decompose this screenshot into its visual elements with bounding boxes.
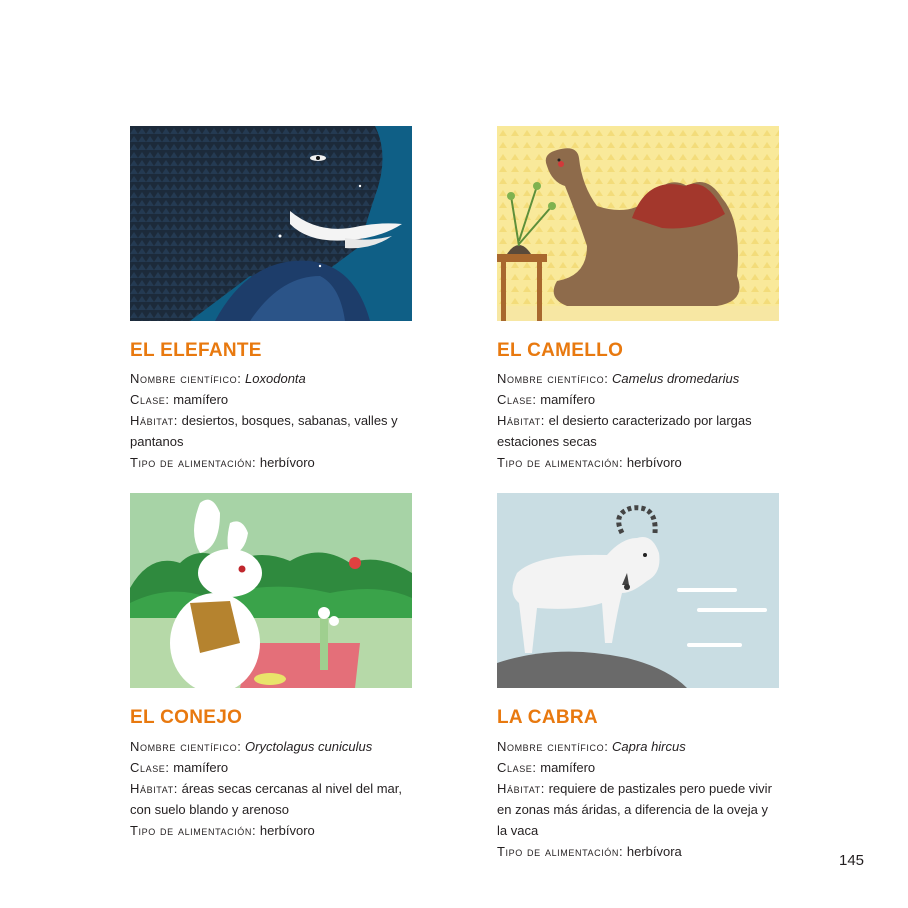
elephant-illustration xyxy=(130,126,412,321)
field-label: Nombre científico: xyxy=(130,739,242,754)
field-label: Hábitat: xyxy=(130,413,178,428)
animal-info xyxy=(130,368,416,473)
field-label: Tipo de alimentación: xyxy=(130,823,257,838)
field-label: Nombre científico: xyxy=(497,371,609,386)
field-value: con suelo blando y arenoso xyxy=(130,802,290,817)
field-value: áreas secas cercanas al nivel del mar, xyxy=(181,781,402,796)
field-label: Hábitat: xyxy=(497,413,545,428)
animal-info xyxy=(497,368,783,473)
field-label: Clase: xyxy=(497,760,537,775)
field-label: Hábitat: xyxy=(130,781,178,796)
field-value: requiere de pastizales pero puede vivir xyxy=(548,781,772,796)
field-value: Loxodonta xyxy=(245,371,306,386)
field-value: el desierto caracterizado por largas xyxy=(548,413,752,428)
field-value: mamífero xyxy=(540,760,596,775)
field-label: Tipo de alimentación: xyxy=(497,455,624,470)
field-value: en zonas más áridas, a diferencia de la oveja y xyxy=(497,802,768,817)
field-label: Nombre científico: xyxy=(130,371,242,386)
field-label: Hábitat: xyxy=(497,781,545,796)
field-value: Oryctolagus cuniculus xyxy=(245,739,373,754)
animal-title: EL ELEFANTE xyxy=(130,340,262,361)
field-value: mamífero xyxy=(173,760,229,775)
field-label: Clase: xyxy=(130,392,170,407)
field-value: pantanos xyxy=(130,434,184,449)
field-label: Clase: xyxy=(497,392,537,407)
field-label: Nombre científico: xyxy=(497,739,609,754)
animal-info xyxy=(130,736,416,841)
rabbit-illustration xyxy=(130,493,412,688)
goat-illustration xyxy=(497,493,779,688)
field-value: mamífero xyxy=(540,392,596,407)
animal-title: LA CABRA xyxy=(497,707,598,728)
animal-info xyxy=(497,736,783,862)
field-label: Clase: xyxy=(130,760,170,775)
animal-title: EL CAMELLO xyxy=(497,340,624,361)
field-value: herbívora xyxy=(626,844,682,859)
field-value: desiertos, bosques, sabanas, valles y xyxy=(181,413,398,428)
field-value: estaciones secas xyxy=(497,434,597,449)
field-value: Capra hircus xyxy=(612,739,686,754)
field-value: mamífero xyxy=(173,392,229,407)
camel-illustration xyxy=(497,126,779,321)
field-value: herbívoro xyxy=(626,455,682,470)
field-label: Tipo de alimentación: xyxy=(497,844,624,859)
field-value: Camelus dromedarius xyxy=(612,371,740,386)
field-value: la vaca xyxy=(497,823,539,838)
field-value: herbívoro xyxy=(259,455,315,470)
page-number: 145 xyxy=(839,852,865,869)
animal-title: EL CONEJO xyxy=(130,707,243,728)
field-value: herbívoro xyxy=(259,823,315,838)
field-label: Tipo de alimentación: xyxy=(130,455,257,470)
